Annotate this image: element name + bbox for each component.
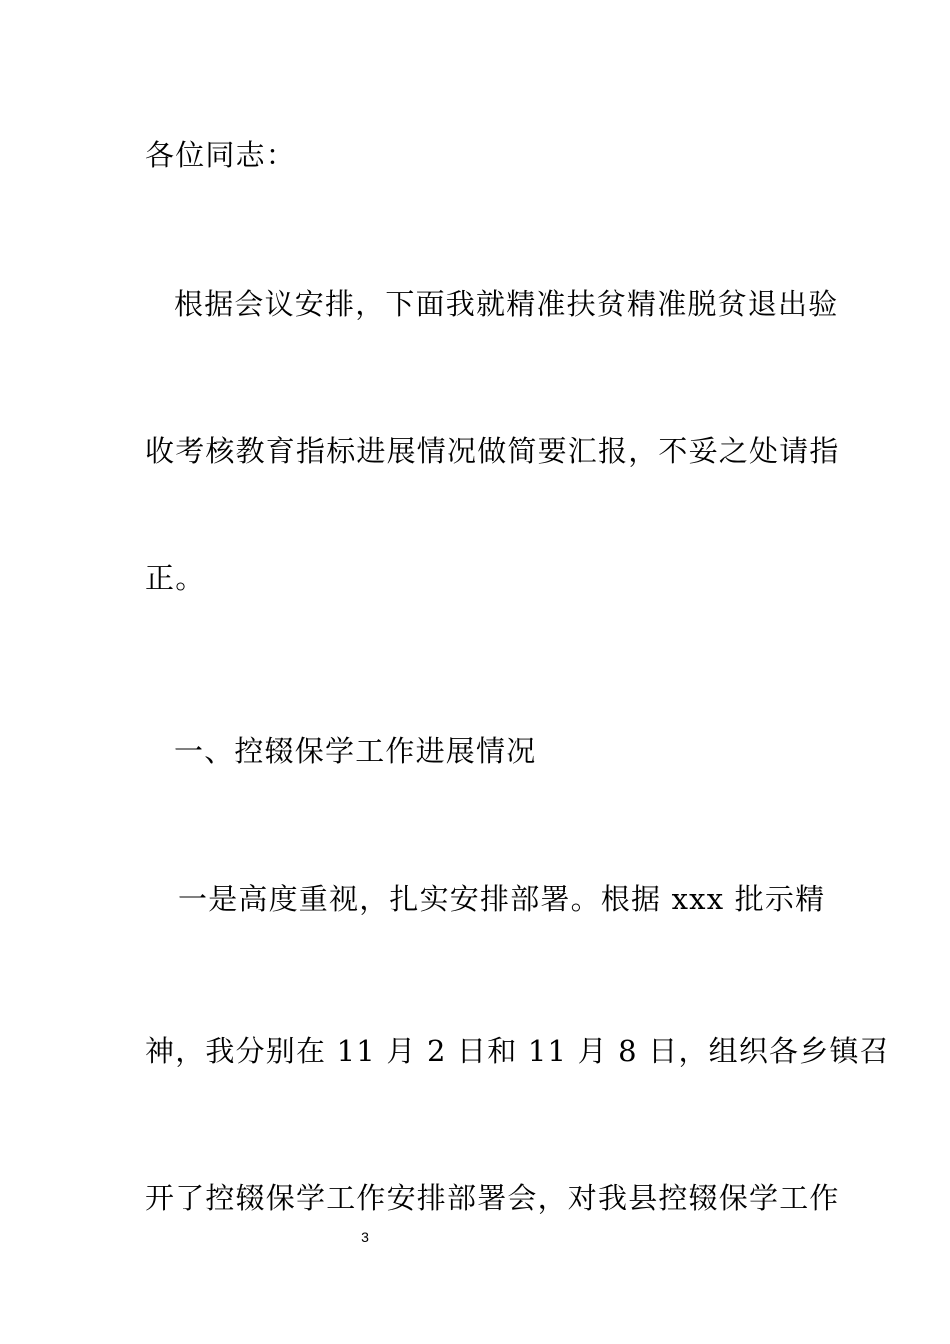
paragraph-line: 神，我分别在 11 月 2 日和 11 月 8 日，组织各乡镇召 <box>145 1034 890 1068</box>
salutation-line: 各位同志： <box>145 138 297 172</box>
paragraph-line: 收考核教育指标进展情况做简要汇报，不妥之处请指 <box>145 434 840 468</box>
section-heading: 一、控辍保学工作进展情况 <box>174 734 537 768</box>
paragraph-line: 开了控辍保学工作安排部署会，对我县控辍保学工作 <box>145 1181 840 1215</box>
paragraph-line: 根据会议安排，下面我就精准扶贫精准脱贫退出验 <box>174 287 839 321</box>
paragraph-line: 正。 <box>145 561 206 595</box>
paragraph-line: 一是高度重视，扎实安排部署。根据 xxx 批示精 <box>178 882 826 916</box>
page-number: 3 <box>361 1229 369 1245</box>
